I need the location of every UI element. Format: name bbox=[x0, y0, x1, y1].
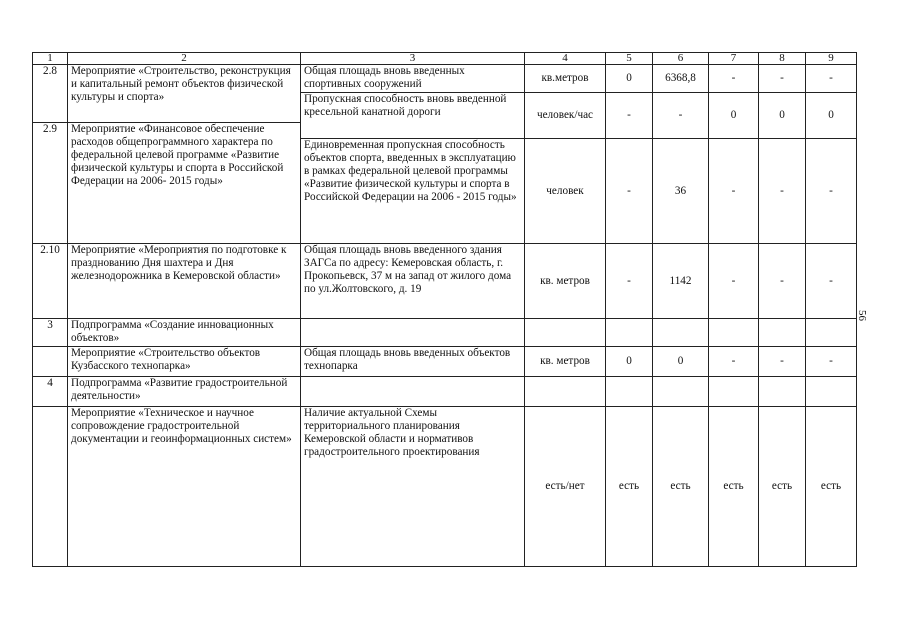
value-cell: есть bbox=[606, 407, 653, 567]
table-row bbox=[33, 407, 857, 567]
value-cell: 6368,8 bbox=[653, 65, 709, 93]
value-cell: - bbox=[606, 139, 653, 244]
value-cell: - bbox=[606, 244, 653, 319]
event-cell: Мероприятие «Строительство, реконструкция и капитальный ремонт объектов физической культуры и спорта» bbox=[68, 65, 301, 123]
indicator-cell: Общая площадь вновь введенных объектов технопарка bbox=[301, 347, 525, 377]
row-number: 4 bbox=[33, 377, 68, 407]
value-cell: - bbox=[806, 65, 857, 93]
value-cell: - bbox=[709, 139, 759, 244]
value-cell: - bbox=[709, 65, 759, 93]
indicator-cell: Пропускная способность вновь введенной кресельной канатной дороги bbox=[301, 93, 525, 139]
value-cell: 0 bbox=[709, 93, 759, 139]
value-cell: - bbox=[653, 93, 709, 139]
unit-cell: человек/час bbox=[525, 93, 606, 139]
value-cell: есть bbox=[653, 407, 709, 567]
col-header-7: 7 bbox=[709, 53, 759, 65]
col-header-9: 9 bbox=[806, 53, 857, 65]
indicator-cell: Общая площадь вновь введенного здания ЗАГСа по адресу: Кемеровская область, г. Прокопьевск, 37 м на запад от жилого дома по ул.Жолтовского, д. 19 bbox=[301, 244, 525, 319]
indicator-cell: Наличие актуальной Схемы территориального планирования Кемеровской области и нормативов градостроительного проектирования bbox=[301, 407, 525, 567]
value-cell: - bbox=[806, 139, 857, 244]
indicators-table bbox=[32, 52, 857, 567]
col-header-3: 3 bbox=[301, 53, 525, 65]
col-header-2: 2 bbox=[68, 53, 301, 65]
value-cell: - bbox=[709, 347, 759, 377]
row-number: 2.9 bbox=[33, 123, 68, 244]
event-cell: Мероприятие «Финансовое обеспечение расходов общепрограммного характера по федеральной целевой программе «Развитие физической культуры и спорта в Российской Федерации на 2006- 2015 годы» bbox=[68, 123, 301, 244]
value-cell: 0 bbox=[759, 93, 806, 139]
row-number: 2.8 bbox=[33, 65, 68, 123]
page-number: 56 bbox=[856, 310, 868, 321]
value-cell: - bbox=[606, 93, 653, 139]
event-cell: Мероприятие «Техническое и научное сопровождение градостроительной документации и геоинформационных систем» bbox=[68, 407, 301, 567]
value-cell: есть bbox=[806, 407, 857, 567]
value-cell: 1142 bbox=[653, 244, 709, 319]
table-row bbox=[33, 347, 857, 377]
subprogram-cell: Подпрограмма «Развитие градостроительной деятельности» bbox=[68, 377, 301, 407]
col-header-6: 6 bbox=[653, 53, 709, 65]
value-cell: 0 bbox=[806, 93, 857, 139]
col-header-1: 1 bbox=[33, 53, 68, 65]
value-cell: - bbox=[709, 244, 759, 319]
table-row bbox=[33, 244, 857, 319]
subprogram-cell: Подпрограмма «Создание инновационных объектов» bbox=[68, 319, 301, 347]
indicator-cell: Единовременная пропускная способность объектов спорта, введенных в эксплуатацию в рамках федеральной целевой программы «Развитие физической культуры и спорта в Российской Федерации на 2006 - 2015 годы» bbox=[301, 139, 525, 244]
event-cell: Мероприятие «Мероприятия по подготовке к празднованию Дня шахтера и Дня железнодорожника в Кемеровской области» bbox=[68, 244, 301, 319]
value-cell: - bbox=[759, 347, 806, 377]
col-header-4: 4 bbox=[525, 53, 606, 65]
indicator-cell: Общая площадь вновь введенных спортивных сооружений bbox=[301, 65, 525, 93]
value-cell: 0 bbox=[606, 65, 653, 93]
value-cell: 0 bbox=[653, 347, 709, 377]
unit-cell: человек bbox=[525, 139, 606, 244]
col-header-5: 5 bbox=[606, 53, 653, 65]
event-cell: Мероприятие «Строительство объектов Кузбасского технопарка» bbox=[68, 347, 301, 377]
unit-cell: кв.метров bbox=[525, 65, 606, 93]
unit-cell: кв. метров bbox=[525, 347, 606, 377]
value-cell: - bbox=[806, 244, 857, 319]
value-cell: - bbox=[806, 347, 857, 377]
col-header-8: 8 bbox=[759, 53, 806, 65]
column-number-row bbox=[33, 53, 857, 65]
table-row bbox=[33, 319, 857, 347]
table-row bbox=[33, 65, 857, 93]
table-row bbox=[33, 377, 857, 407]
value-cell: 36 bbox=[653, 139, 709, 244]
row-number: 2.10 bbox=[33, 244, 68, 319]
value-cell: - bbox=[759, 139, 806, 244]
value-cell: есть bbox=[759, 407, 806, 567]
value-cell: 0 bbox=[606, 347, 653, 377]
value-cell: - bbox=[759, 65, 806, 93]
row-number: 3 bbox=[33, 319, 68, 347]
value-cell: - bbox=[759, 244, 806, 319]
value-cell: есть bbox=[709, 407, 759, 567]
unit-cell: кв. метров bbox=[525, 244, 606, 319]
unit-cell: есть/нет bbox=[525, 407, 606, 567]
